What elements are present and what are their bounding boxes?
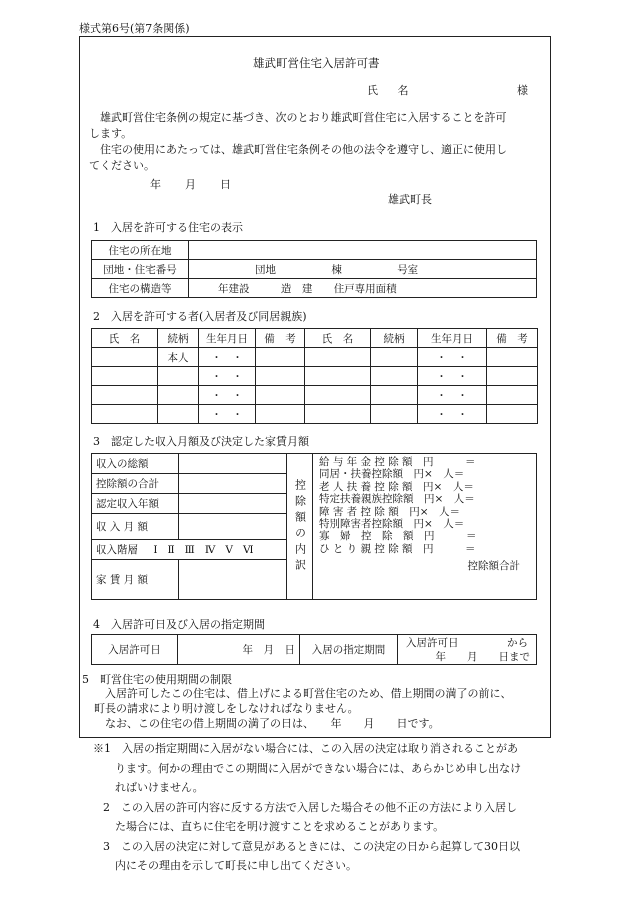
deduction-row: 給 与 年 金 控 除 額 円 ＝ <box>319 456 476 468</box>
col-note: 備 考 <box>487 329 538 348</box>
note-line: ※1 入居の指定期間に入居がない場合には、この入居の決定は取り消されることがあ <box>93 742 518 755</box>
annual-income-value[interactable] <box>179 494 287 514</box>
document-title: 雄武町営住宅入居許可書 <box>253 56 380 70</box>
dob-cell[interactable]: ・ ・ <box>199 386 256 405</box>
notes <box>93 739 553 876</box>
housing-number-value[interactable] <box>189 260 537 279</box>
note-line: ります。何かの理由でこの期間に入居ができない場合には、あらかじめ申し出なけ <box>115 761 522 775</box>
section5-body <box>94 686 549 731</box>
dob-cell[interactable]: ・ ・ <box>418 386 487 405</box>
relation-cell[interactable] <box>371 348 418 367</box>
permit-date-value[interactable]: 年 月 日 <box>178 635 300 665</box>
table-row <box>92 348 538 367</box>
period-value[interactable]: 入居許可日 から 年 月 日まで <box>398 635 537 665</box>
note-line: 2 この入居の許可内容に反する方法で入居した場合その他不正の方法により入居し <box>103 800 517 814</box>
deduction-row: 障 害 者 控 除 額 円× 人＝ <box>319 505 460 518</box>
deduction-list <box>313 454 537 600</box>
section5-line: なお、この住宅の借上期間の満了の日は、 年 月 日です。 <box>105 717 440 730</box>
issuer: 雄武町長 <box>388 193 432 206</box>
dob-cell[interactable]: ・ ・ <box>418 367 487 386</box>
housing-location-label: 住宅の所在地 <box>92 241 189 260</box>
col-relation: 続柄 <box>371 329 418 348</box>
rent-value[interactable] <box>179 560 287 600</box>
name-cell[interactable] <box>92 386 158 405</box>
section5-line: 町長の請求により明け渡しをしなければなりません。 <box>94 702 359 715</box>
occupants-table <box>91 328 538 424</box>
dob-cell[interactable]: ・ ・ <box>418 348 487 367</box>
deduction-row: 特別障害者控除額 円× 人＝ <box>319 518 465 531</box>
floor-area-unit: 住戸専用面積 <box>333 282 397 295</box>
note-cell[interactable] <box>487 386 538 405</box>
section5-line: 入居許可したこの住宅は、借上げによる町営住宅のため、借上期間の満了の前に、 <box>105 687 512 700</box>
name-cell[interactable] <box>92 405 158 424</box>
income-tier-row <box>92 540 287 560</box>
intro-line: します。 <box>89 127 133 140</box>
intro-paragraph-2 <box>89 142 544 174</box>
relation-cell[interactable] <box>158 367 199 386</box>
deduction-row: ひ と り 親 控 除 額 円 ＝ <box>319 542 476 555</box>
issue-date-month: 月 <box>185 178 196 191</box>
note-line: 内にその理由を示して町長に申し出てください。 <box>115 859 357 872</box>
table-row <box>92 386 538 405</box>
relation-cell[interactable] <box>158 405 199 424</box>
rent-label: 家 賃 月 額 <box>92 560 179 600</box>
note-cell[interactable] <box>256 348 305 367</box>
deduction-sum-label: 控除額の合計 <box>92 474 179 494</box>
housing-location-value[interactable] <box>189 241 537 260</box>
note-line: ればいけません。 <box>115 781 204 794</box>
deduction-total-label: 控除額合計 <box>467 560 520 573</box>
note-cell[interactable] <box>487 348 538 367</box>
col-name: 氏 名 <box>92 329 158 348</box>
note-cell[interactable] <box>487 367 538 386</box>
table-row <box>92 367 538 386</box>
relation-cell[interactable] <box>158 386 199 405</box>
note-line: 3 この入居の決定に対して意見があるときには、この決定の日から起算して30日以 <box>103 839 520 853</box>
name-cell[interactable] <box>305 405 371 424</box>
annual-income-label: 認定収入年額 <box>92 494 179 514</box>
note-line: た場合には、直ちに住宅を明け渡すことを求めることがあります。 <box>115 820 445 833</box>
col-note: 備 考 <box>256 329 305 348</box>
dob-cell[interactable]: ・ ・ <box>199 405 256 424</box>
note-cell[interactable] <box>256 367 305 386</box>
permit-date-label: 入居許可日 <box>92 635 178 665</box>
issue-date-day: 日 <box>220 178 231 191</box>
section4-heading: 4 入居許可日及び入居の指定期間 <box>93 618 265 631</box>
relation-cell: 本人 <box>158 348 199 367</box>
deduction-row: 同居・扶養控除額 円× 人＝ <box>319 468 465 481</box>
monthly-income-value[interactable] <box>179 514 287 540</box>
note-cell[interactable] <box>256 405 305 424</box>
dob-cell[interactable]: ・ ・ <box>199 367 256 386</box>
room-unit: 号室 <box>397 263 419 276</box>
name-cell[interactable] <box>305 386 371 405</box>
note-cell[interactable] <box>487 405 538 424</box>
form-number: 様式第6号(第7条関係) <box>79 22 190 35</box>
housing-number-label: 団地・住宅番号 <box>92 260 189 279</box>
danchi-unit: 団地 <box>255 263 276 276</box>
period-label: 入居の指定期間 <box>300 635 398 665</box>
year-built-unit: 年建設 <box>218 282 250 295</box>
name-cell[interactable] <box>92 367 158 386</box>
income-tier-label: 収入階層 <box>96 544 138 556</box>
total-income-value[interactable] <box>179 454 287 474</box>
period-table <box>91 634 537 665</box>
deduction-row: 寡 婦 控 除 額 円 ＝ <box>319 530 477 543</box>
note-cell[interactable] <box>256 386 305 405</box>
col-dob: 生年月日 <box>199 329 256 348</box>
col-dob: 生年月日 <box>418 329 487 348</box>
intro-line: 住宅の使用にあたっては、雄武町営住宅条例その他の法令を遵守し、適正に使用し <box>100 143 507 156</box>
deduction-sum-value[interactable] <box>179 474 287 494</box>
structure-unit: 造 建 <box>280 282 313 295</box>
income-tier-options[interactable]: Ⅰ Ⅱ Ⅲ Ⅳ Ⅴ Ⅵ <box>153 544 254 556</box>
dob-cell[interactable]: ・ ・ <box>418 405 487 424</box>
deduction-breakdown-vertical-label: 控除額の内訳 <box>287 454 313 600</box>
intro-line: てください。 <box>89 159 155 172</box>
housing-structure-value[interactable] <box>189 279 537 298</box>
monthly-income-label: 収 入 月 額 <box>92 514 179 540</box>
section3-heading: 3 認定した収入月額及び決定した家賃月額 <box>93 435 309 448</box>
recipient-name-label: 氏 名 <box>367 84 417 97</box>
section1-heading: 1 入居を許可する住宅の表示 <box>93 221 243 234</box>
section5-heading: 5 町営住宅の使用期間の制限 <box>82 673 232 686</box>
section2-heading: 2 入居を許可する者(入居者及び同居親族) <box>93 310 307 323</box>
col-name: 氏 名 <box>305 329 371 348</box>
intro-paragraph-1 <box>89 110 544 142</box>
name-cell[interactable] <box>92 348 158 367</box>
relation-cell[interactable] <box>371 367 418 386</box>
income-table <box>91 453 537 600</box>
relation-cell[interactable] <box>371 405 418 424</box>
issue-date-year: 年 <box>150 178 161 191</box>
col-relation: 続柄 <box>158 329 199 348</box>
name-cell[interactable] <box>305 348 371 367</box>
building-unit: 棟 <box>331 263 342 276</box>
deduction-row: 老 人 扶 養 控 除 額 円× 人＝ <box>319 480 474 493</box>
housing-table <box>91 240 537 298</box>
recipient-honorific: 様 <box>517 84 528 97</box>
name-cell[interactable] <box>305 367 371 386</box>
intro-line: 雄武町営住宅条例の規定に基づき、次のとおり雄武町営住宅に入居することを許可 <box>100 111 507 124</box>
dob-cell[interactable]: ・ ・ <box>199 348 256 367</box>
total-income-label: 収入の総額 <box>92 454 179 474</box>
table-row <box>92 405 538 424</box>
relation-cell[interactable] <box>371 386 418 405</box>
deduction-row: 特定扶養親族控除額 円× 人＝ <box>319 493 475 506</box>
housing-structure-label: 住宅の構造等 <box>92 279 189 298</box>
